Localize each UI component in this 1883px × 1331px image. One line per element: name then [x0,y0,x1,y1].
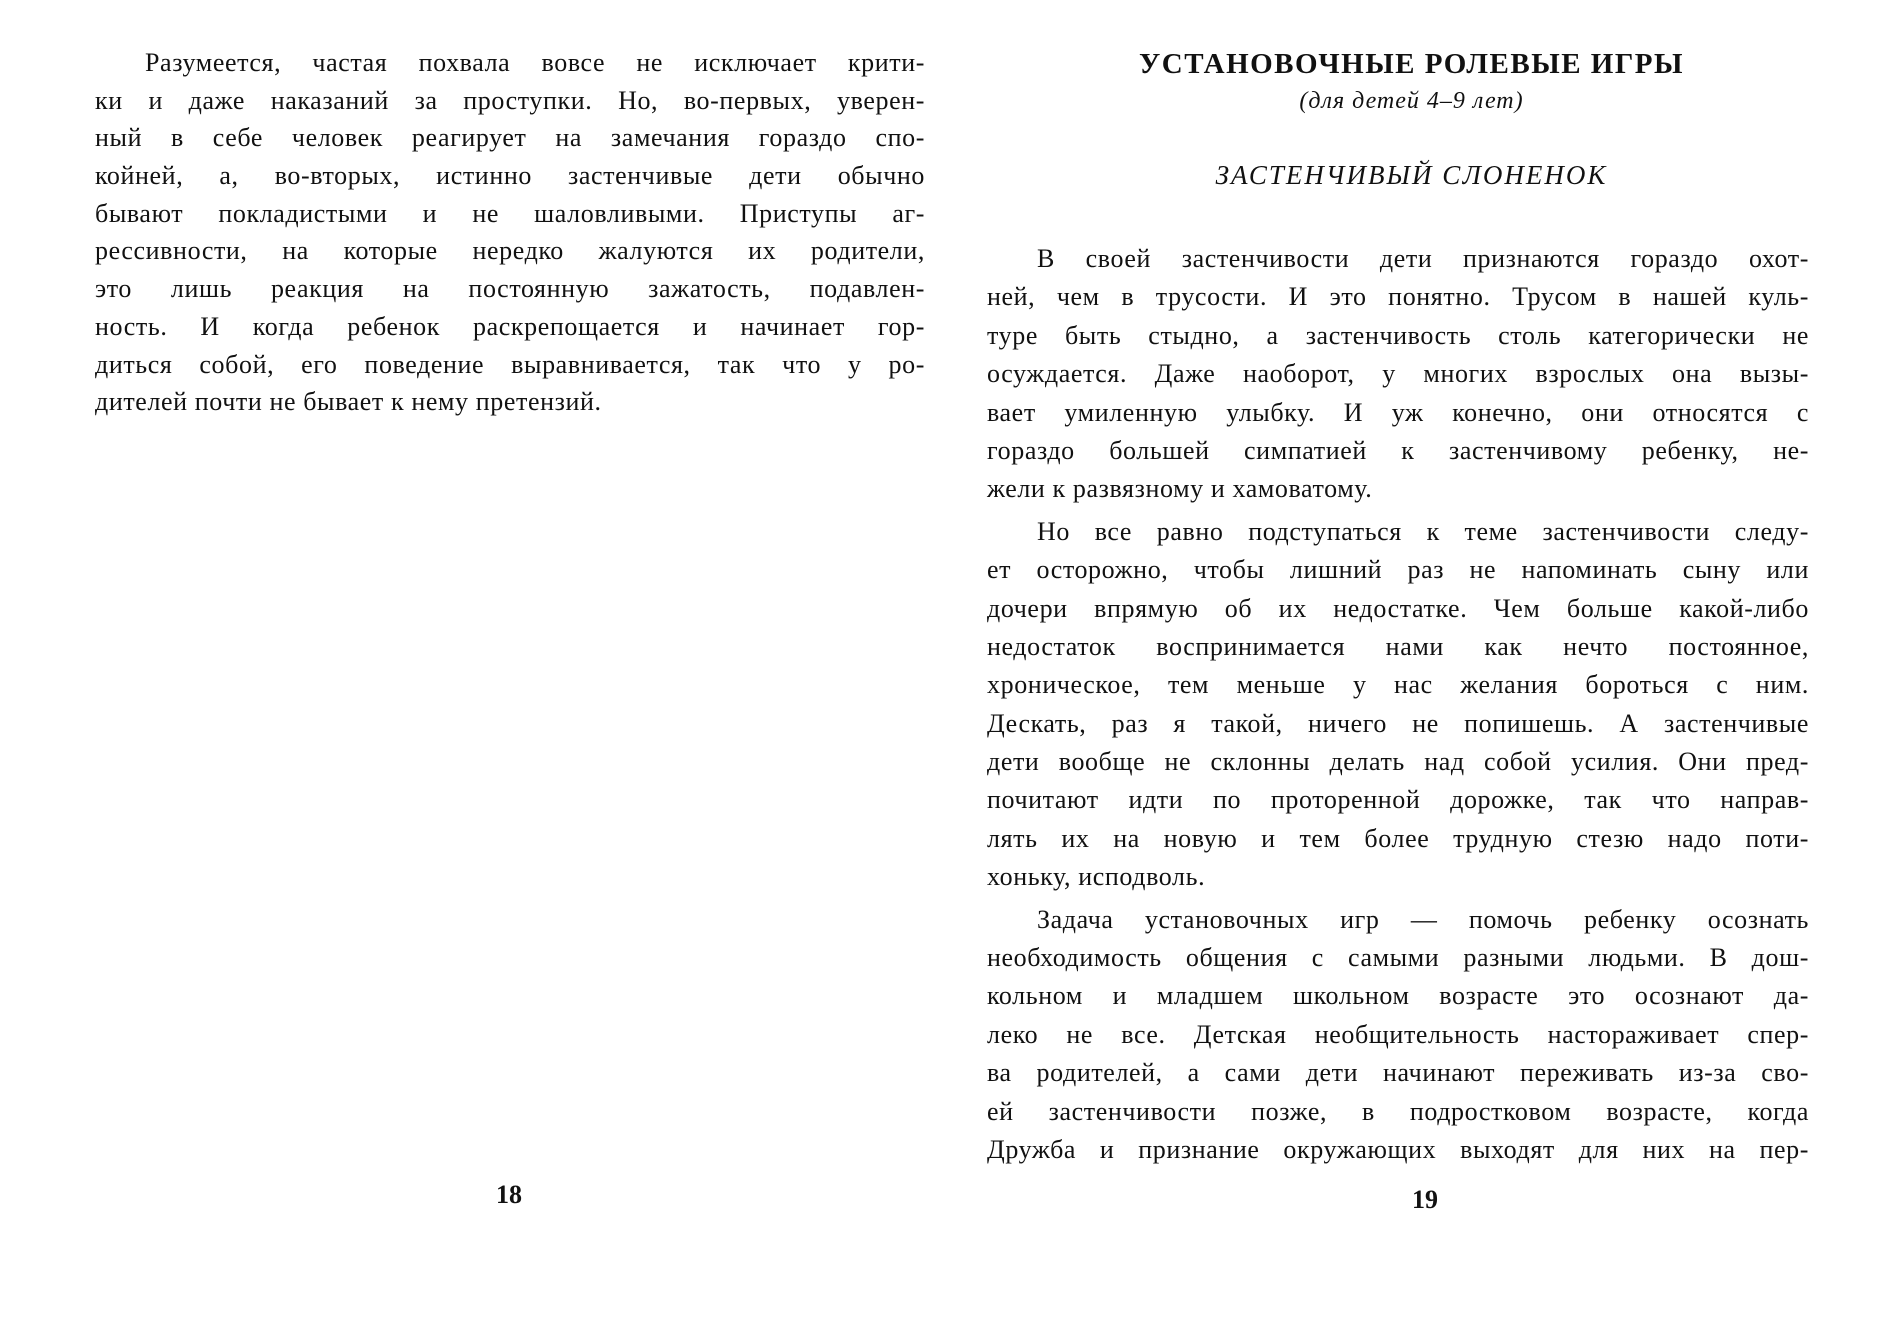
left-page-body [95,44,925,421]
page-number-left: 18 [496,1180,522,1209]
text-line: Разумеется, частая похвала вовсе не исключает крити- [145,48,925,77]
text-line: необходимость общения с самыми разными людьми. В дош- [987,943,1809,973]
text-line: дителей почти не бывает к нему претензий. [95,387,602,417]
text-line: лять их на новую и тем более трудную стезю надо поти- [987,823,1809,853]
text-line: леко не все. Детская необщительность настораживает спер- [987,1019,1809,1049]
chapter-title: УСТАНОВОЧНЫЕ РОЛЕВЫЕ ИГРЫ [1139,48,1684,80]
text-line: вает умиленную улыбку. И уж конечно, они относятся с [987,397,1809,427]
text-line: Дружба и признание окружающих выходят для них на пер- [987,1134,1809,1164]
text-line: ней, чем в трусости. И это понятно. Трусом в нашей куль- [987,282,1809,312]
right-page [940,0,1883,1331]
paragraph [987,901,1809,1170]
text-line: В своей застенчивости дети признаются гораздо охот- [1037,244,1809,273]
text-line: Но все равно подступаться к теме застенчивости следу- [1037,516,1809,546]
text-line: это лишь реакция на постоянную зажатость, подавлен- [95,274,925,304]
text-line: дети вообще не склонны делать над собой усилия. Они пред- [987,747,1809,777]
text-line: ки и даже наказаний за проступки. Но, во-первых, уверен- [95,85,925,115]
text-line: недостаток воспринимается нами как нечто постоянное, [987,631,1809,661]
text-line: жели к развязному и хамоватому. [987,474,1373,504]
text-line: ный в себе человек реагирует на замечания гораздо спо- [95,123,925,153]
paragraph [987,513,1809,897]
text-line: ет осторожно, чтобы лишний раз не напоминать сыну или [987,555,1809,585]
text-line: хоньку, исподволь. [987,862,1206,892]
chapter-subtitle: (для детей 4–9 лет) [1299,88,1524,114]
right-page-body [987,240,1809,1169]
text-line: диться собой, его поведение выравнивается, так что у ро- [95,349,925,379]
text-line: ей застенчивости позже, в подростковом возрасте, когда [987,1096,1809,1126]
paragraph [987,240,1809,509]
paragraph [95,44,925,421]
text-line: ва родителей, а сами дети начинают переживать из-за сво- [987,1058,1809,1088]
text-line: кольном и младшем школьном возрасте это осознают да- [987,981,1809,1011]
text-line: Задача установочных игр — помочь ребенку осознать [1037,904,1809,934]
text-line: хроническое, тем меньше у нас желания бороться с ним. [987,670,1809,700]
text-line: осуждается. Даже наоборот, у многих взрослых она вызы- [987,359,1809,389]
text-line: койней, а, во-вторых, истинно застенчивые дети обычно [95,161,925,191]
text-line: Дескать, раз я такой, ничего не попишешь. А застенчивые [987,708,1809,738]
text-line: гораздо большей симпатией к застенчивому ребенку, не- [987,435,1809,465]
text-line: почитают идти по проторенной дорожке, так что направ- [987,785,1809,815]
section-title: ЗАСТЕНЧИВЫЙ СЛОНЕНОК [1215,160,1608,190]
text-line: бывают покладистыми и не шаловливыми. Приступы аг- [95,198,925,228]
text-line: дочери впрямую об их недостатке. Чем больше какой-либо [987,593,1809,623]
page-number-right: 19 [1412,1185,1438,1214]
left-page [0,0,940,1331]
text-line: туре быть стыдно, а застенчивость столь категорически не [987,320,1809,350]
text-line: рессивности, на которые нередко жалуются их родители, [95,236,925,266]
text-line: ность. И когда ребенок раскрепощается и начинает гор- [95,311,925,341]
